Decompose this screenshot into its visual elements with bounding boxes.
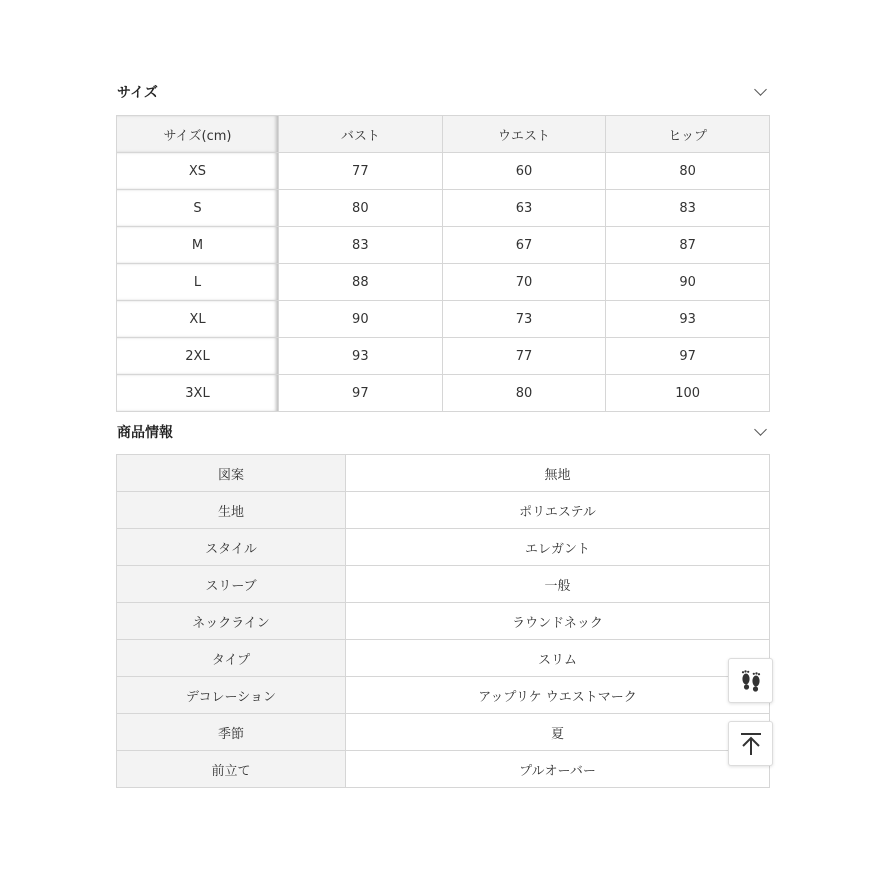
size-section-title: サイズ xyxy=(117,85,158,101)
attribute-name-cell: 図案 xyxy=(117,455,346,492)
size-label-cell: S xyxy=(117,190,279,227)
product-info-table xyxy=(116,454,770,788)
table-row xyxy=(117,338,770,375)
chevron-down-icon[interactable] xyxy=(754,423,767,436)
size-section-header[interactable] xyxy=(117,82,769,102)
table-row xyxy=(117,264,770,301)
info-section-header[interactable] xyxy=(117,422,769,442)
measurement-cell: 90 xyxy=(606,264,770,301)
attribute-value-cell: ラウンドネック xyxy=(346,603,770,640)
size-label-cell: M xyxy=(117,227,279,264)
table-row xyxy=(117,227,770,264)
measurement-cell: 88 xyxy=(279,264,443,301)
table-row xyxy=(117,153,770,190)
attribute-value-cell: エレガント xyxy=(346,529,770,566)
attribute-value-cell: 無地 xyxy=(346,455,770,492)
attribute-value-cell: 一般 xyxy=(346,566,770,603)
table-row xyxy=(117,455,770,492)
table-row xyxy=(117,492,770,529)
column-header: バスト xyxy=(279,116,443,153)
size-label-cell: XS xyxy=(117,153,279,190)
table-row xyxy=(117,375,770,412)
attribute-name-cell: 生地 xyxy=(117,492,346,529)
attribute-name-cell: デコレーション xyxy=(117,677,346,714)
size-label-cell: L xyxy=(117,264,279,301)
measurement-cell: 80 xyxy=(279,190,443,227)
measurement-cell: 70 xyxy=(442,264,606,301)
table-row xyxy=(117,603,770,640)
measurement-cell: 77 xyxy=(442,338,606,375)
measurement-cell: 80 xyxy=(606,153,770,190)
table-row xyxy=(117,640,770,677)
table-row xyxy=(117,301,770,338)
measurement-cell: 67 xyxy=(442,227,606,264)
measurement-cell: 73 xyxy=(442,301,606,338)
measurement-cell: 87 xyxy=(606,227,770,264)
attribute-value-cell: スリム xyxy=(346,640,770,677)
measurement-cell: 97 xyxy=(279,375,443,412)
column-header: ヒップ xyxy=(606,116,770,153)
column-header: サイズ(cm) xyxy=(117,116,279,153)
table-row xyxy=(117,190,770,227)
info-section-title: 商品情報 xyxy=(117,425,173,441)
measurement-cell: 83 xyxy=(279,227,443,264)
measurement-cell: 60 xyxy=(442,153,606,190)
table-header-row xyxy=(117,116,770,153)
table-row xyxy=(117,714,770,751)
table-row xyxy=(117,677,770,714)
attribute-value-cell: アップリケ ウエストマーク xyxy=(346,677,770,714)
column-header: ウエスト xyxy=(442,116,606,153)
table-row xyxy=(117,529,770,566)
size-table xyxy=(116,115,770,412)
measurement-cell: 100 xyxy=(606,375,770,412)
attribute-name-cell: スタイル xyxy=(117,529,346,566)
measurement-cell: 77 xyxy=(279,153,443,190)
back-to-top-button[interactable] xyxy=(728,721,773,766)
measurement-cell: 97 xyxy=(606,338,770,375)
footprints-icon xyxy=(738,668,764,694)
table-row xyxy=(117,566,770,603)
attribute-value-cell: 夏 xyxy=(346,714,770,751)
attribute-value-cell: プルオーバー xyxy=(346,751,770,788)
table-row xyxy=(117,751,770,788)
size-label-cell: XL xyxy=(117,301,279,338)
measurement-cell: 80 xyxy=(442,375,606,412)
attribute-name-cell: 季節 xyxy=(117,714,346,751)
measurement-cell: 63 xyxy=(442,190,606,227)
attribute-name-cell: タイプ xyxy=(117,640,346,677)
attribute-name-cell: 前立て xyxy=(117,751,346,788)
attribute-name-cell: ネックライン xyxy=(117,603,346,640)
measurement-cell: 90 xyxy=(279,301,443,338)
attribute-name-cell: スリーブ xyxy=(117,566,346,603)
footprints-button[interactable] xyxy=(728,658,773,703)
measurement-cell: 93 xyxy=(279,338,443,375)
arrow-up-icon xyxy=(739,731,763,757)
chevron-down-icon[interactable] xyxy=(754,83,767,96)
measurement-cell: 93 xyxy=(606,301,770,338)
size-label-cell: 2XL xyxy=(117,338,279,375)
measurement-cell: 83 xyxy=(606,190,770,227)
attribute-value-cell: ポリエステル xyxy=(346,492,770,529)
size-label-cell: 3XL xyxy=(117,375,279,412)
